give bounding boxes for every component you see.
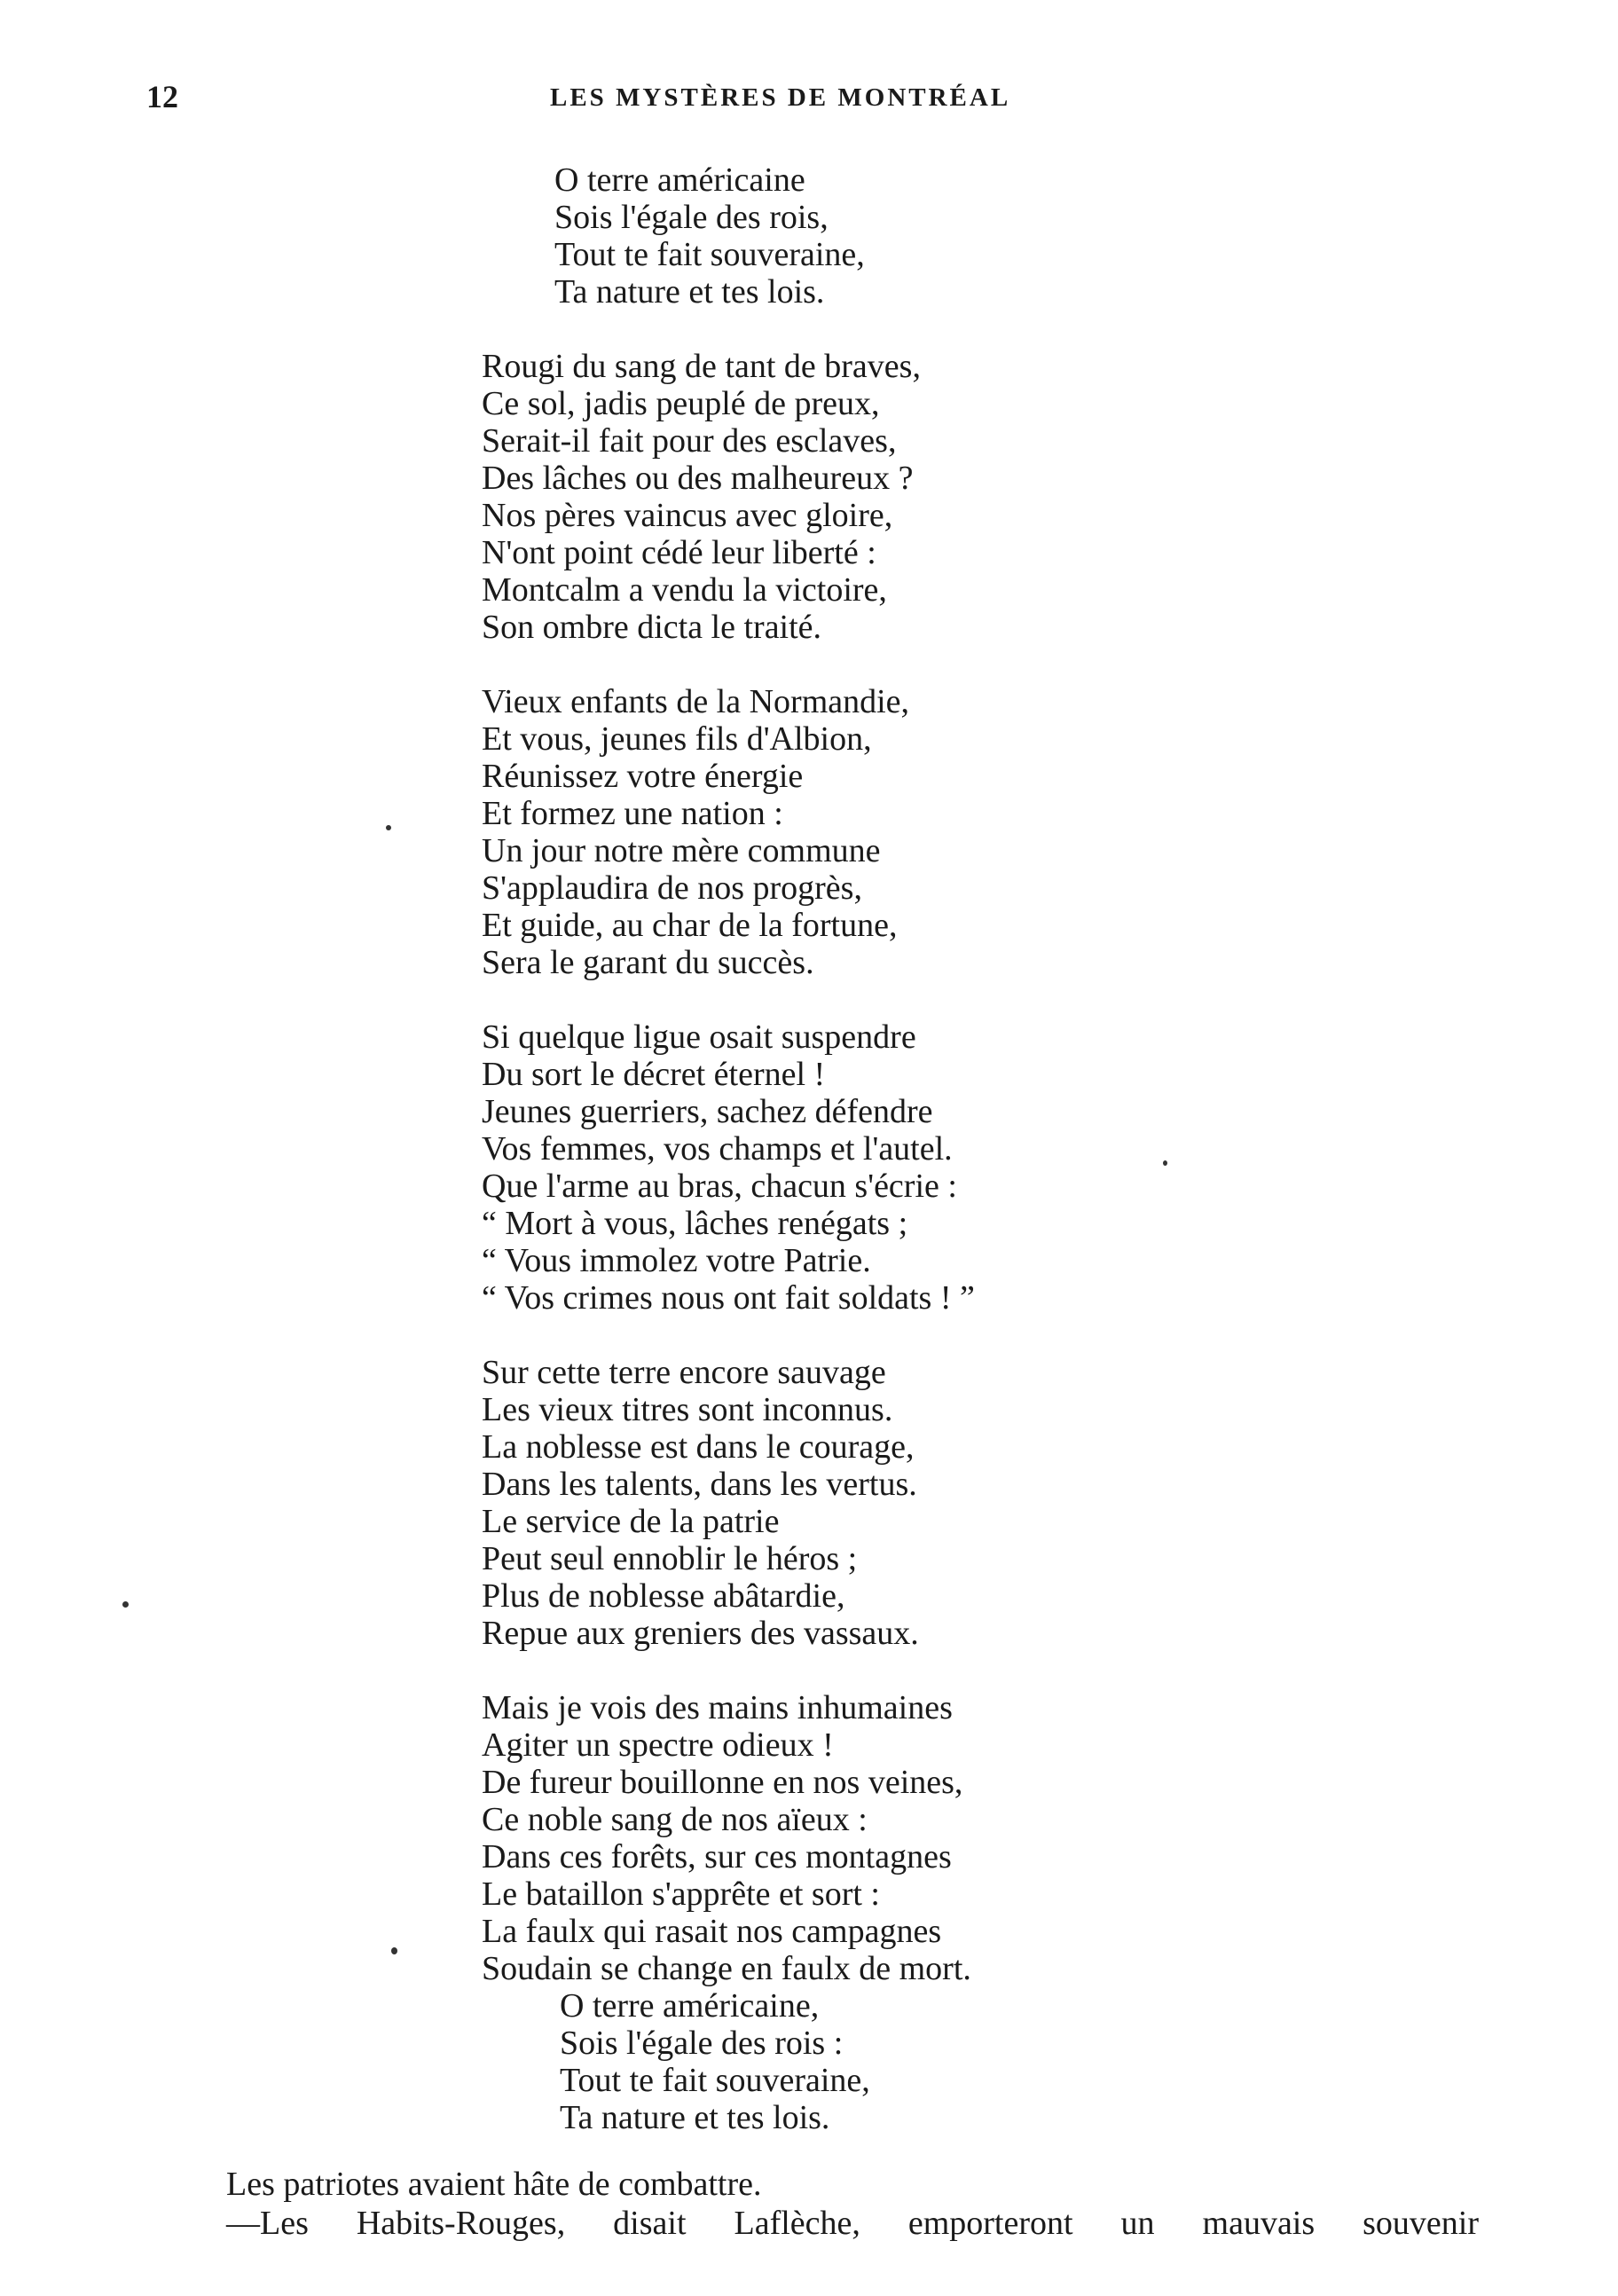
poem-line: Nos pères vaincus avec gloire,	[482, 497, 893, 534]
poem-line: O terre américaine,	[560, 1987, 820, 2025]
poem-line: Ta nature et tes lois.	[554, 273, 825, 311]
ink-speck	[386, 825, 391, 830]
poem-line: Dans les talents, dans les vertus.	[482, 1466, 917, 1503]
poem-line: O terre américaine	[554, 161, 805, 199]
poem-line: Ce noble sang de nos aïeux :	[482, 1801, 868, 1838]
poem-line: Les vieux titres sont inconnus.	[482, 1391, 893, 1428]
poem-line: “ Vous immolez votre Patrie.	[482, 1242, 871, 1279]
stanza	[482, 348, 975, 646]
poem-line: Du sort le décret éternel !	[482, 1056, 826, 1093]
page-number: 12	[146, 79, 178, 114]
poem-line: Sois l'égale des rois :	[560, 2025, 844, 2062]
refrain-opening	[482, 161, 975, 311]
poem-line: Des lâches ou des malheureux ?	[482, 460, 914, 497]
poem-line: Peut seul ennoblir le héros ;	[482, 1540, 858, 1577]
poem-line: Réunissez votre énergie	[482, 758, 804, 795]
poem-line: Ce sol, jadis peuplé de preux,	[482, 385, 880, 422]
prose-line: —Les Habits-Rouges, disait Laflèche, emporteront un mauvais souvenir	[226, 2205, 1479, 2242]
poem-line: “ Vos crimes nous ont fait soldats ! ”	[482, 1279, 975, 1317]
stanza	[482, 1689, 975, 2136]
ink-speck	[391, 1947, 397, 1954]
stanza	[482, 683, 975, 981]
poem-line: Mais je vois des mains inhumaines	[482, 1689, 953, 1726]
poem-line: Vieux enfants de la Normandie,	[482, 683, 910, 720]
stanza	[482, 1018, 975, 1317]
poem-line: Vos femmes, vos champs et l'autel.	[482, 1130, 953, 1168]
poem-line: Que l'arme au bras, chacun s'écrie :	[482, 1168, 957, 1205]
poem-line: Sois l'égale des rois,	[554, 199, 829, 236]
poem-line: N'ont point cédé leur liberté :	[482, 534, 876, 571]
prose-text	[226, 2165, 1479, 2243]
poem-line: Sera le garant du succès.	[482, 944, 814, 981]
poem-line: De fureur bouillonne en nos veines,	[482, 1764, 963, 1801]
poem-line: Tout te fait souveraine,	[560, 2062, 870, 2099]
ink-speck	[122, 1601, 129, 1608]
poem-line: Ta nature et tes lois.	[560, 2099, 830, 2136]
ink-speck	[1163, 1160, 1167, 1166]
poem-line: Dans ces forêts, sur ces montagnes	[482, 1838, 952, 1875]
poem-line: Si quelque ligue osait suspendre	[482, 1018, 916, 1056]
poem-line: Rougi du sang de tant de braves,	[482, 348, 921, 385]
poem-line: Repue aux greniers des vassaux.	[482, 1615, 919, 1652]
poem-line: S'applaudira de nos progrès,	[482, 869, 862, 907]
poem-line: Un jour notre mère commune	[482, 832, 881, 869]
poem-line: La noblesse est dans le courage,	[482, 1428, 915, 1466]
poem-line: Et guide, au char de la fortune,	[482, 907, 898, 944]
poem-line: Sur cette terre encore sauvage	[482, 1354, 886, 1391]
poem-line: Soudain se change en faulx de mort.	[482, 1950, 971, 1987]
poem-line: Serait-il fait pour des esclaves,	[482, 422, 897, 460]
poem-line: Plus de noblesse abâtardie,	[482, 1577, 845, 1615]
poem-line: Le service de la patrie	[482, 1503, 780, 1540]
poem-line: Montcalm a vendu la victoire,	[482, 571, 887, 609]
poem-line: “ Mort à vous, lâches renégats ;	[482, 1205, 908, 1242]
refrain-closing	[482, 1987, 975, 2136]
stanza	[482, 1354, 975, 1652]
poem	[482, 161, 975, 2136]
prose-line: Les patriotes avaient hâte de combattre.	[226, 2166, 762, 2203]
running-header: LES MYSTÈRES DE MONTRÉAL	[550, 83, 1011, 112]
poem-line: Le bataillon s'apprête et sort :	[482, 1875, 880, 1913]
poem-line: Et formez une nation :	[482, 795, 783, 832]
poem-line: Tout te fait souveraine,	[554, 236, 865, 273]
poem-line: Jeunes guerriers, sachez défendre	[482, 1093, 933, 1130]
poem-line: Agiter un spectre odieux !	[482, 1726, 834, 1764]
poem-line: La faulx qui rasait nos campagnes	[482, 1913, 942, 1950]
poem-line: Et vous, jeunes fils d'Albion,	[482, 720, 872, 758]
poem-line: Son ombre dicta le traité.	[482, 609, 822, 646]
